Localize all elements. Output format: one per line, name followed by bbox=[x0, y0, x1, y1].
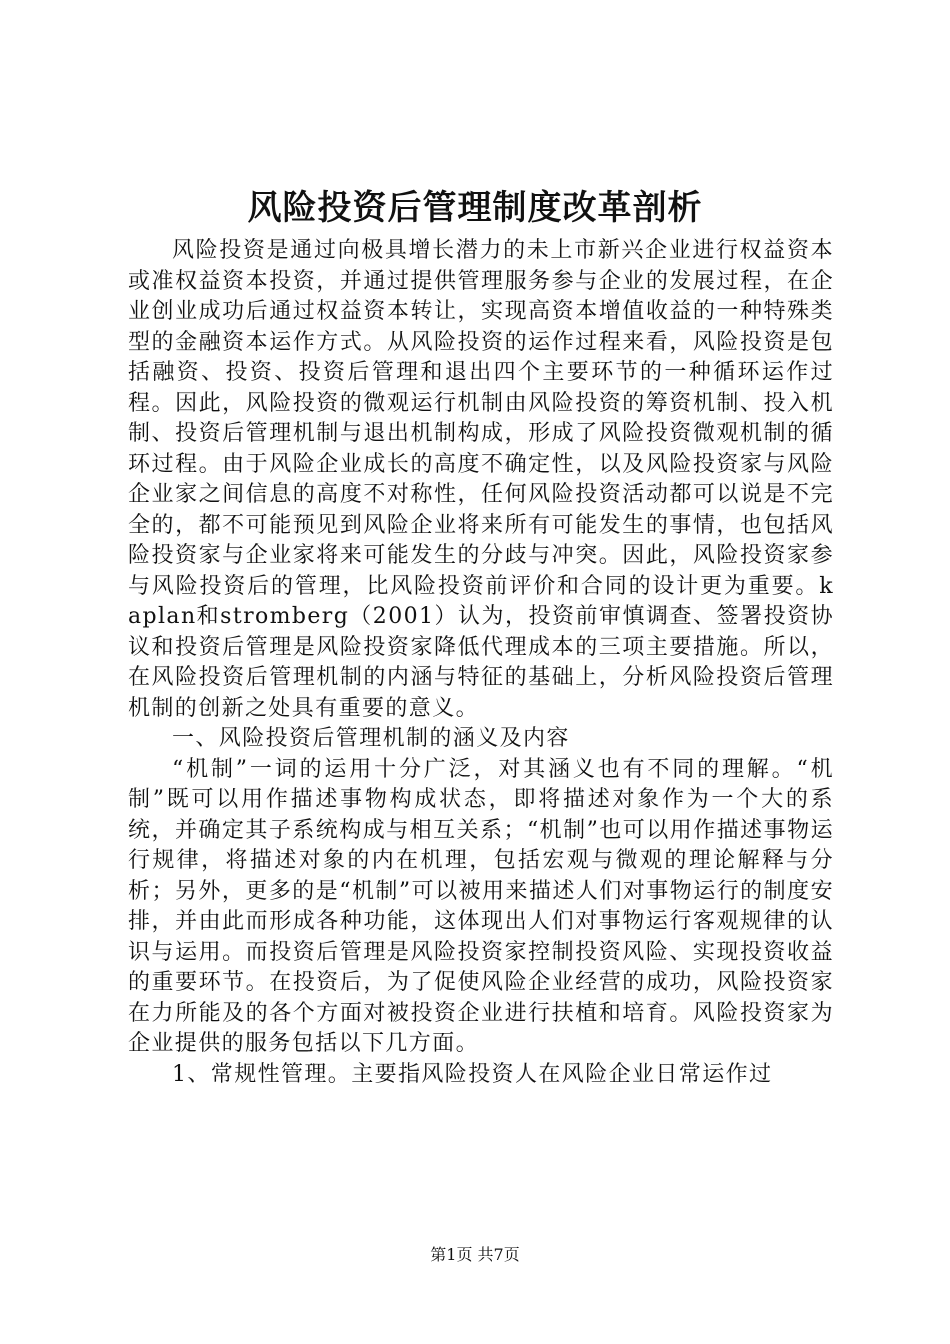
section-heading-1: 一、风险投资后管理机制的涵义及内容 bbox=[172, 726, 570, 751]
paragraph-routine-management: 1、常规性管理。主要指风险投资人在风险企业日常运作过 bbox=[172, 1061, 773, 1087]
page-number: 第1页 共7页 bbox=[430, 1245, 520, 1264]
document-body bbox=[128, 236, 834, 1090]
document-title: 风险投资后管理制度改革剖析 bbox=[247, 188, 703, 228]
paragraph-mechanism: “机制”一词的运用十分广泛，对其涵义也有不同的理解。“机制”既可以用作描述事物构成状态，即将描述对象作为一个大的系统，并确定其子系统构成与相互关系；“机制”也可以用作描述事物运行规律，将描述对象的内在机理，包括宏观与微观的理论解释与分析；另外，更多的是“机制”可以被用来描述人们对事物运行的制度安排，并由此而形成各种功能，这体现出人们对事物运行客观规律的认识与运用。而投资后管理是风险投资家控制投资风险、实现投资收益的重要环节。在投资后，为了促使风险企业经营的成功，风险投资家在力所能及的各个方面对被投资企业进行扶植和培育。风险投资家为企业提供的服务包括以下几方面。 bbox=[128, 756, 834, 1056]
paragraph-intro: 风险投资是通过向极具增长潜力的未上市新兴企业进行权益资本或准权益资本投资，并通过提供管理服务参与企业的发展过程，在企业创业成功后通过权益资本转让，实现高资本增值收益的一种特殊类型的金融资本运作方式。从风险投资的运作过程来看，风险投资是包括融资、投资、投资后管理和退出四个主要环节的一种循环运作过程。因此，风险投资的微观运行机制由风险投资的筹资机制、投入机制、投资后管理机制与退出机制构成，形成了风险投资微观机制的循环过程。由于风险企业成长的高度不确定性，以及风险投资家与风险企业家之间信息的高度不对称性，任何风险投资活动都可以说是不完全的，都不可能预见到风险企业将来所有可能发生的事情，也包括风险投资家与企业家将来可能发生的分歧与冲突。因此，风险投资家参与风险投资后的管理，比风险投资前评价和合同的设计更为重要。kaplan和stromberg（2001）认为，投资前审慎调查、签署投资协议和投资后管理是风险投资家降低代理成本的三项主要措施。所以，在风险投资后管理机制的内涵与特征的基础上，分析风险投资后管理机制的创新之处具有重要的意义。 bbox=[128, 238, 834, 721]
